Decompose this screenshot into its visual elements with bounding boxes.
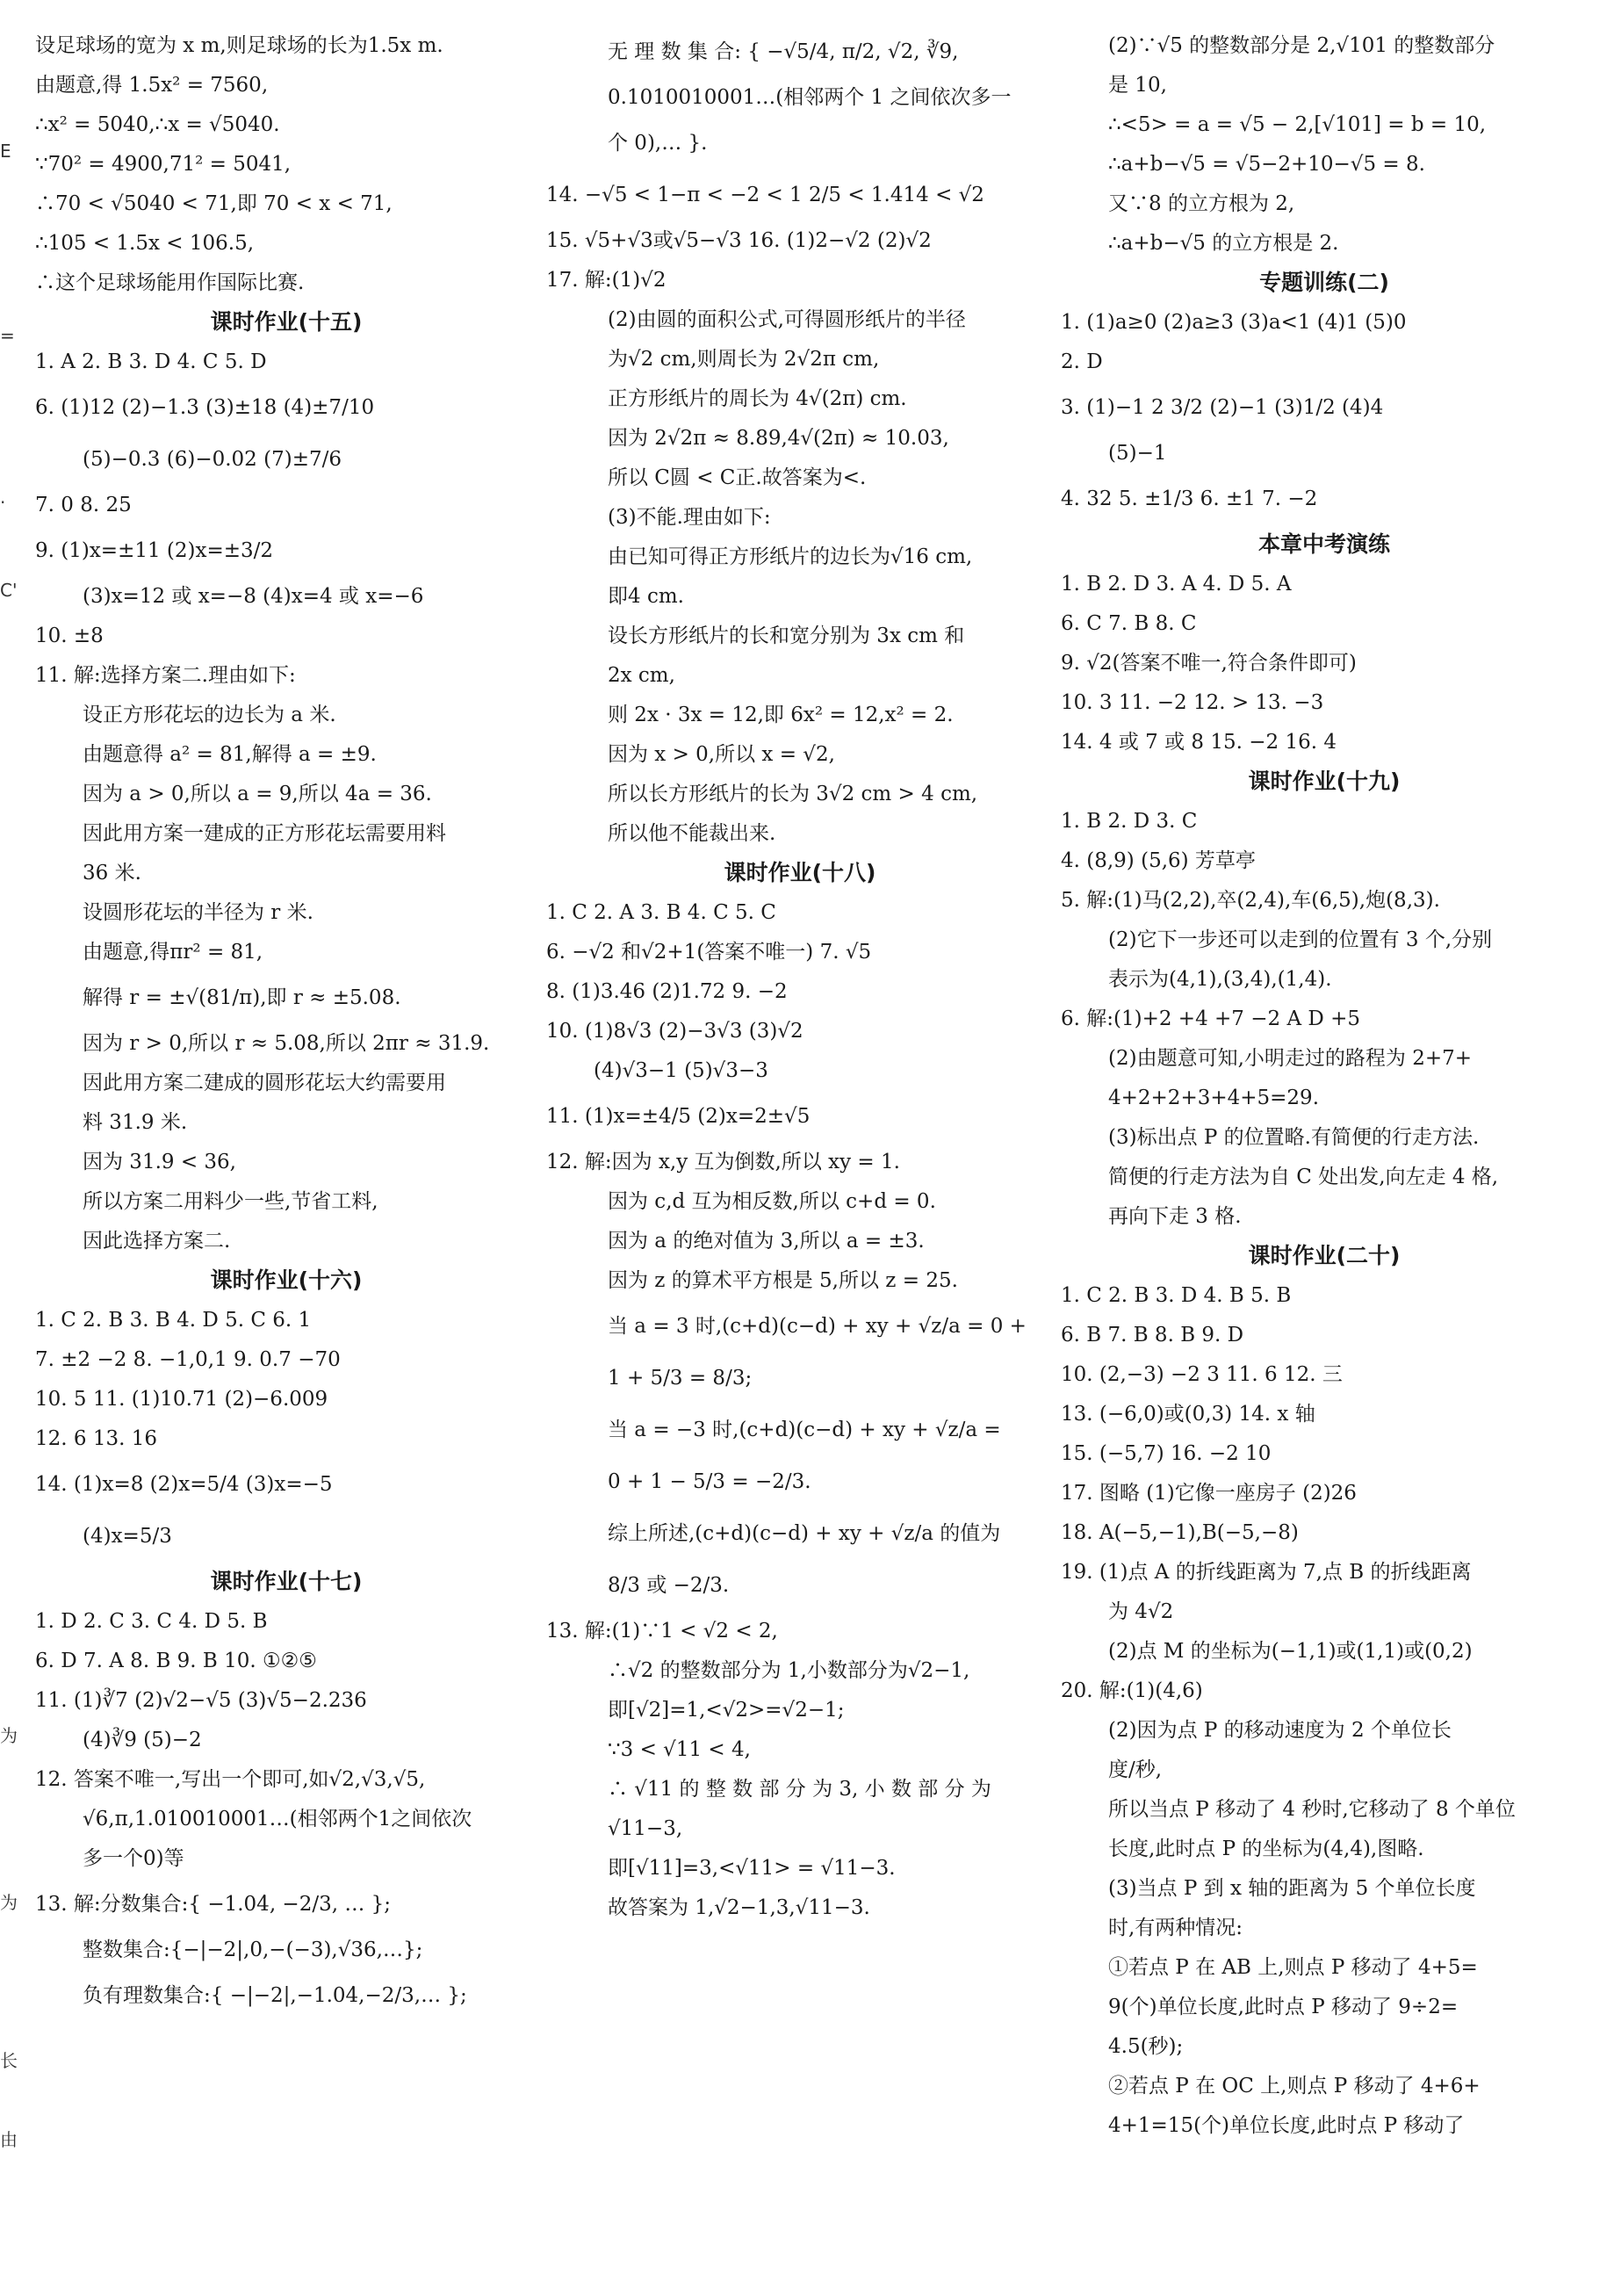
answer-line: 设长方形纸片的长和宽分别为 3x cm 和 <box>608 625 965 647</box>
answer-line: 因为 a 的绝对值为 3,所以 a = ±3. <box>608 1230 925 1253</box>
answer-line: 1 + 5/3 = 8/3; <box>608 1367 753 1390</box>
answer-line: 度/秒, <box>1108 1758 1163 1781</box>
answer-line: 10. (1)8√3 (2)−3√3 (3)√2 <box>546 1020 803 1043</box>
answer-line: 由已知可得正方形纸片的边长为√16 cm, <box>608 545 973 568</box>
answer-line: (2)由题意可知,小明走过的路程为 2+7+ <box>1108 1047 1473 1070</box>
answer-line: 综上所述,(c+d)(c−d) + xy + √z/a 的值为 <box>608 1522 1001 1545</box>
answer-line: 解得 r = ±√(81/π),即 r ≈ ±5.08. <box>83 986 401 1009</box>
section-heading: 课时作业(十七) <box>210 1569 363 1594</box>
answer-line: 1. C 2. B 3. B 4. D 5. C 6. 1 <box>35 1309 312 1332</box>
answer-line: 料 31.9 米. <box>83 1111 188 1134</box>
answer-line: 14. 4 或 7 或 8 15. −2 16. 4 <box>1061 731 1337 754</box>
answer-line: 4. (8,9) (5,6) 芳草亭 <box>1061 849 1256 872</box>
answer-line: 时,有两种情况: <box>1108 1917 1243 1939</box>
answer-line: (5)−1 <box>1108 442 1167 465</box>
answer-line: 因此选择方案二. <box>83 1230 231 1253</box>
answer-line: 12. 解:因为 x,y 互为倒数,所以 xy = 1. <box>546 1151 900 1173</box>
answer-line: ∴x² = 5040,∴x = √5040. <box>35 113 280 136</box>
answer-line: 1. C 2. A 3. B 4. C 5. C <box>546 901 776 924</box>
answer-line: 又∵8 的立方根为 2, <box>1108 192 1295 215</box>
answer-line: √11−3, <box>608 1817 683 1840</box>
answer-line: 9. √2(答案不唯一,符合条件即可) <box>1061 652 1357 675</box>
answer-line: 10. ±8 <box>35 625 104 647</box>
answer-line: (2)∵√5 的整数部分是 2,√101 的整数部分 <box>1108 34 1495 57</box>
section-heading: 课时作业(十九) <box>1248 769 1401 794</box>
answer-line: 4.5(秒); <box>1108 2035 1184 2058</box>
section-heading: 课时作业(十八) <box>724 860 876 885</box>
answer-line: 0.1010010001…(相邻两个 1 之间依次多一 <box>608 86 1012 109</box>
answer-line: (3)当点 P 到 x 轴的距离为 5 个单位长度 <box>1108 1877 1476 1900</box>
answer-line: 36 米. <box>83 862 141 884</box>
answer-line: 设足球场的宽为 x m,则足球场的长为1.5x m. <box>35 34 443 57</box>
answer-line: 14. (1)x=8 (2)x=5/4 (3)x=−5 <box>35 1473 333 1496</box>
answer-line: 8/3 或 −2/3. <box>608 1574 730 1597</box>
answer-line: 14. −√5 < 1−π < −2 < 1 2/5 < 1.414 < √2 <box>546 184 984 206</box>
margin-fragment: = <box>0 325 15 346</box>
answer-line: ∵70² = 4900,71² = 5041, <box>35 153 292 176</box>
answer-line: ②若点 P 在 OC 上,则点 P 移动了 4+6+ <box>1108 2075 1481 2097</box>
answer-line: 17. 图略 (1)它像一座房子 (2)26 <box>1061 1482 1357 1505</box>
answer-line: 10. (2,−3) −2 3 11. 6 12. 三 <box>1061 1363 1343 1386</box>
answer-line: 6. D 7. A 8. B 9. B 10. ①②⑤ <box>35 1650 317 1672</box>
answer-line: 17. 解:(1)√2 <box>546 269 666 292</box>
answer-line: 无 理 数 集 合: { −√5/4, π/2, √2, ∛9, <box>608 40 959 63</box>
answer-line: (5)−0.3 (6)−0.02 (7)±7/6 <box>83 448 342 471</box>
answer-line: 由题意,得 1.5x² = 7560, <box>35 74 269 97</box>
margin-fragment: C' <box>0 580 18 601</box>
answer-line: 13. (−6,0)或(0,3) 14. x 轴 <box>1061 1403 1315 1426</box>
answer-column-left <box>35 32 537 2027</box>
answer-line: ①若点 P 在 AB 上,则点 P 移动了 4+5= <box>1108 1956 1478 1979</box>
answer-line: 9(个)单位长度,此时点 P 移动了 9÷2= <box>1108 1996 1459 2018</box>
answer-line: 所以方案二用料少一些,节省工料, <box>83 1190 378 1213</box>
answer-line: 因为 c,d 互为相反数,所以 c+d = 0. <box>608 1190 936 1213</box>
answer-line: 为 4√2 <box>1108 1600 1174 1623</box>
answer-line: 4+1=15(个)单位长度,此时点 P 移动了 <box>1108 2114 1465 2137</box>
answer-line: (3)不能.理由如下: <box>608 506 771 529</box>
answer-line: 长度,此时点 P 的坐标为(4,4),图略. <box>1108 1838 1424 1860</box>
answer-line: ∴这个足球场能用作国际比赛. <box>35 271 305 294</box>
section-heading: 专题训练(二) <box>1259 270 1389 295</box>
answer-line: (3)x=12 或 x=−8 (4)x=4 或 x=−6 <box>83 585 424 608</box>
answer-line: 11. (1)∛7 (2)√2−√5 (3)√5−2.236 <box>35 1689 367 1712</box>
answer-line: 因为 31.9 < 36, <box>83 1151 236 1173</box>
answer-line: 10. 5 11. (1)10.71 (2)−6.009 <box>35 1388 328 1411</box>
answer-line: 6. 解:(1)+2 +4 +7 −2 A D +5 <box>1061 1007 1361 1030</box>
answer-line: ∵3 < √11 < 4, <box>608 1738 751 1761</box>
answer-line: 即[√2]=1,<√2>=√2−1; <box>608 1699 845 1722</box>
answer-line: 11. (1)x=±4/5 (2)x=2±√5 <box>546 1105 811 1128</box>
answer-line: ∴√2 的整数部分为 1,小数部分为√2−1, <box>608 1659 970 1682</box>
answer-line: 当 a = 3 时,(c+d)(c−d) + xy + √z/a = 0 + <box>608 1315 1027 1338</box>
answer-line: 设正方形花坛的边长为 a 米. <box>83 704 336 726</box>
answer-line: (2)点 M 的坐标为(−1,1)或(1,1)或(0,2) <box>1108 1640 1473 1663</box>
answer-line: ∴a+b−√5 = √5−2+10−√5 = 8. <box>1108 153 1425 176</box>
answer-line: 再向下走 3 格. <box>1108 1205 1242 1228</box>
answer-line: 4. 32 5. ±1/3 6. ±1 7. −2 <box>1061 487 1318 510</box>
answer-line: 因为 z 的算术平方根是 5,所以 z = 25. <box>608 1269 958 1292</box>
answer-line: 2. D <box>1061 350 1103 373</box>
margin-fragment: 长 <box>0 2050 18 2071</box>
answer-line: 简便的行走方法为自 C 处出发,向左走 4 格, <box>1108 1166 1499 1188</box>
answer-line: 因为 x > 0,所以 x = √2, <box>608 743 835 766</box>
answer-line: 12. 答案不唯一,写出一个即可,如√2,√3,√5, <box>35 1768 426 1791</box>
answer-line: (4)√3−1 (5)√3−3 <box>594 1059 768 1082</box>
answer-line: 故答案为 1,√2−1,3,√11−3. <box>608 1896 870 1919</box>
answer-line: 6. B 7. B 8. B 9. D <box>1061 1324 1244 1347</box>
section-heading: 课时作业(十六) <box>210 1267 363 1293</box>
answer-line: 5. 解:(1)马(2,2),卒(2,4),车(6,5),炮(8,3). <box>1061 889 1440 912</box>
answer-line: (4)x=5/3 <box>83 1525 172 1548</box>
answer-line: 6. C 7. B 8. C <box>1061 612 1197 635</box>
answer-line: ∴70 < √5040 < 71,即 70 < x < 71, <box>35 192 393 215</box>
answer-line: ∴105 < 1.5x < 106.5, <box>35 232 255 255</box>
answer-line: 1. (1)a≥0 (2)a≥3 (3)a<1 (4)1 (5)0 <box>1061 311 1407 334</box>
answer-line: 正方形纸片的周长为 4√(2π) cm. <box>608 387 907 410</box>
answer-line: 即[√11]=3,<√11> = √11−3. <box>608 1857 896 1880</box>
answer-line: (2)由圆的面积公式,可得圆形纸片的半径 <box>608 308 966 331</box>
answer-line: 2x cm, <box>608 664 675 687</box>
answer-line: 19. (1)点 A 的折线距离为 7,点 B 的折线距离 <box>1061 1561 1472 1584</box>
answer-line: 所以他不能裁出来. <box>608 822 776 845</box>
answer-line: 所以当点 P 移动了 4 秒时,它移动了 8 个单位 <box>1108 1798 1516 1821</box>
answer-line: 13. 解:分数集合:{ −1.04̇, −2/3, … }; <box>35 1893 392 1916</box>
answer-line: 4+2+2+3+4+5=29. <box>1108 1087 1320 1109</box>
answer-line: ∴a+b−√5 的立方根是 2. <box>1108 232 1339 255</box>
answer-line: 1. B 2. D 3. C <box>1061 810 1198 833</box>
answer-column-right <box>1061 32 1588 2151</box>
answer-line: 7. 0 8. 25 <box>35 494 132 516</box>
answer-line: 11. 解:选择方案二.理由如下: <box>35 664 296 687</box>
answer-line: 7. ±2 −2 8. −1,0,1 9. 0.7 −70 <box>35 1348 341 1371</box>
margin-fragment: · <box>0 492 6 513</box>
answer-line: 因为 2√2π ≈ 8.89,4√(2π) ≈ 10.03, <box>608 427 949 450</box>
answer-line: 12. 6 13. 16 <box>35 1427 157 1450</box>
answer-line: 因此用方案一建成的正方形花坛需要用料 <box>83 822 446 845</box>
answer-line: 10. 3 11. −2 12. > 13. −3 <box>1061 691 1324 714</box>
answer-line: 6. −√2 和√2+1(答案不唯一) 7. √5 <box>546 941 872 964</box>
answer-line: 为√2 cm,则周长为 2√2π cm, <box>608 348 880 371</box>
answer-line: ∴<5> = a = √5 − 2,[√101] = b = 10, <box>1108 113 1487 136</box>
answer-line: 所以 C圆 < C正.故答案为<. <box>608 466 867 489</box>
answer-line: 15. √5+√3或√5−√3 16. (1)2−√2 (2)√2 <box>546 229 932 252</box>
answer-line: 当 a = −3 时,(c+d)(c−d) + xy + √z/a = <box>608 1419 1001 1441</box>
answer-line: 是 10, <box>1108 74 1167 97</box>
answer-line: (4)∛9 (5)−2 <box>83 1729 202 1751</box>
answer-line: 则 2x · 3x = 12,即 6x² = 12,x² = 2. <box>608 704 954 726</box>
answer-line: 表示为(4,1),(3,4),(1,4). <box>1108 968 1332 991</box>
answer-line: 因为 r > 0,所以 r ≈ 5.08,所以 2πr ≈ 31.9. <box>83 1032 490 1055</box>
answer-line: 1. C 2. B 3. D 4. B 5. B <box>1061 1284 1292 1307</box>
answer-column-middle <box>546 32 1054 1933</box>
answer-line: 1. B 2. D 3. A 4. D 5. A <box>1061 573 1292 596</box>
answer-line: √6,π,1.010010001…(相邻两个1之间依次 <box>83 1808 472 1830</box>
answer-line: 15. (−5,7) 16. −2 10 <box>1061 1442 1272 1465</box>
answer-line: 8. (1)3.46 (2)1.72 9. −2 <box>546 980 788 1003</box>
answer-line: 6. (1)12 (2)−1.3 (3)±18 (4)±7/10 <box>35 396 375 419</box>
answer-line: ∴ √11 的 整 数 部 分 为 3, 小 数 部 分 为 <box>608 1778 991 1801</box>
answer-line: 由题意得 a² = 81,解得 a = ±9. <box>83 743 377 766</box>
answer-line: 由题意,得πr² = 81, <box>83 941 263 964</box>
answer-line: 设圆形花坛的半径为 r 米. <box>83 901 313 924</box>
answer-line: 1. A 2. B 3. D 4. C 5. D <box>35 350 267 373</box>
answer-line: (2)它下一步还可以走到的位置有 3 个,分别 <box>1108 928 1493 951</box>
answer-line: 即4 cm. <box>608 585 684 608</box>
answer-line: 负有理数集合:{ −|−2|,−1.04̇,−2/3,… }; <box>83 1984 467 2007</box>
section-heading: 课时作业(二十) <box>1248 1243 1401 1268</box>
answer-line: 13. 解:(1)∵1 < √2 < 2, <box>546 1620 778 1643</box>
answer-line: 1. D 2. C 3. C 4. D 5. B <box>35 1610 268 1633</box>
answer-line: 0 + 1 − 5/3 = −2/3. <box>608 1470 811 1493</box>
margin-fragment: 由 <box>0 2129 18 2150</box>
answer-line: 3. (1)−1 2 3/2 (2)−1 (3)1/2 (4)4 <box>1061 396 1384 419</box>
answer-line: (3)标出点 P 的位置略.有简便的行走方法. <box>1108 1126 1480 1149</box>
answer-line: 整数集合:{−|−2|,0,−(−3),√36,…}; <box>83 1939 423 1961</box>
answer-line: 个 0),… }. <box>608 132 708 155</box>
section-heading: 本章中考演练 <box>1257 531 1390 557</box>
answer-line: 多一个0)等 <box>83 1847 184 1870</box>
margin-fragment: E <box>0 141 11 162</box>
margin-fragment: 为 <box>0 1725 18 1746</box>
margin-fragment: 为 <box>0 1892 18 1913</box>
answer-line: 因此用方案二建成的圆形花坛大约需要用 <box>83 1072 446 1094</box>
answer-line: 9. (1)x=±11 (2)x=±3/2 <box>35 539 274 562</box>
answer-line: 18. A(−5,−1),B(−5,−8) <box>1061 1521 1299 1544</box>
answer-line: (2)因为点 P 的移动速度为 2 个单位长 <box>1108 1719 1452 1742</box>
answer-line: 因为 a > 0,所以 a = 9,所以 4a = 36. <box>83 783 432 805</box>
section-heading: 课时作业(十五) <box>210 309 363 335</box>
answer-line: 20. 解:(1)(4,6) <box>1061 1679 1203 1702</box>
answer-line: 所以长方形纸片的长为 3√2 cm > 4 cm, <box>608 783 978 805</box>
